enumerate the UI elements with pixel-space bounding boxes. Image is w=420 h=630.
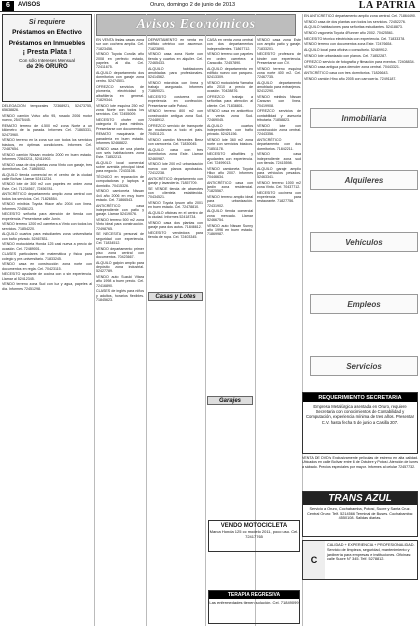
logo-inmobiliaria [310, 108, 418, 128]
banner-line: Si requiere [28, 19, 66, 26]
logo-text: Empleos [347, 299, 381, 309]
classified-ad: VENDO camioneta Toyota Hilux año 2007. Informes 70446634. [207, 166, 253, 180]
classified-ad: ALQUILO oficinas en el centro de la ciudad. Informes 52418734. [148, 210, 203, 220]
classified-ad: VENDO terreno amplio ideal para urbanización. 72431902. [207, 195, 253, 208]
vendo-title: VENDO MOTOCICLETA [220, 523, 288, 529]
classified-ad: NECESITO costurera con experiencia en confección. Presentarse calle Potosí. [148, 95, 203, 108]
logo-text: Servicios [346, 361, 382, 371]
trans-azul-body: Servicio a Oruro, Cochabamba, Potosí, Sucre y Santa Cruz. Central Oruro: Telf. 5214566 Terminal de Buses. Cochabamba: 4550108. Salidas diarias. [307, 507, 413, 521]
classified-ad: CLASES particulares de matemática y física para colegio y pre-universitario. 71833245. [2, 252, 92, 261]
classified-ad: VENDO auto Nissan Sunny año 1996 en buen estado. 71869987. [207, 223, 253, 237]
classified-ad: ALQUILO tienda comercial zona mercado. Llamar 52466754. [207, 209, 253, 222]
classified-ad: VENDO casa independiente zona sud con tienda. 72415598. [257, 152, 301, 165]
classified-column-6 [304, 14, 418, 104]
classified-column-1 [2, 104, 92, 626]
page-number: 6 [2, 1, 14, 11]
classified-ad: ALQUILO departamento dos dormitorios con garaje zona centro. 52474501. [96, 70, 144, 84]
classified-ad: ANTICRÉTICO casa con tres dormitorios. 71826643. [304, 70, 389, 75]
classified-column-2 [96, 38, 144, 626]
terapia-regresiva-ad [208, 590, 300, 624]
classified-ad: CASA en venta zona central con dos departamentos independientes. 71867712. [207, 38, 253, 51]
classified-ad: EN VENTA lindas casas zona sur con cochera amplia. Cel. 71823456. [96, 38, 144, 51]
classified-ad: ALQUILO cuartos independientes con baño privado. 52421156. [207, 123, 253, 137]
section-head-garajes: Garajes [207, 396, 253, 405]
classified-ad: VENDO casa zona Norte con tienda y cuartos en alquiler. Cel. 72465433. [148, 52, 203, 65]
classified-ad: DEPARTAMENTO en venta en edificio céntrico con ascensor. 71823890. [148, 38, 203, 51]
logo-servicios [310, 356, 418, 376]
classified-ad: VENDO camión Mercedes Benz con carrocería. Cel. 71830045. [148, 137, 203, 147]
classified-ad: SE NECESITA personal de seguridad con experiencia. Cel. 71834512. [96, 232, 144, 245]
banner-line: de 2% ORURO [26, 64, 68, 70]
classified-ad: EN ANTICRÉTICO departamento amplio zona central. Cel. 71864490. [304, 14, 416, 18]
classified-ad: VENDO vagoneta Toyota 4Runner año 2002. 70425561. [304, 31, 394, 36]
classified-ad: VENDO terreno 800 m2 con construcción antigua zona Sud. 72448912. [148, 109, 203, 122]
classified-ad: NECESITO señorita para atención de tienda con experiencia. Presentarse calle Junín. [2, 212, 92, 221]
classified-ad: VENDO minibús Nissan Caravan con línea. 70419908. [257, 95, 301, 108]
classified-ad: VENDO Toyota Corolla año 2008 en perfecto estado, papeles al día. Cel. 72411675. [96, 52, 144, 70]
avisos-economicos-heading [96, 14, 296, 36]
classified-ad: VENDO casa zona Este con amplio patio y garaje. 71833201. [257, 38, 301, 51]
classified-ad: VENDO lote de 300 m2 con papeles en orden zona Este. Cel. 71234567, 72456781. [2, 182, 92, 191]
classified-ad: OFREZCO servicio de transporte de mudanzas a todo el país. 70451123. [148, 123, 203, 137]
classified-ad: NECESITO albañiles y ayudantes con experiencia. Cel. 72499013. [207, 152, 253, 165]
classified-ad: ANTICRÉTICO departamento con garaje y lavandería. 71857709. [148, 176, 203, 185]
logo-text: Vehículos [345, 237, 383, 247]
terapia-title: TERAPIA REGRESIVA [209, 591, 299, 599]
venta-dvd-ad: VENTA DE DVD's Exclusivamente películas de estreno en alta calidad. Ubicados en calle Bolívar entre 6 de Octubre y Potosí. Atención de lunes a sábado. Precios especiales por mayor. Informes al celular 72457732. [302, 456, 418, 469]
classified-ad: ALQUILO local para oficina o consultorio. 52469912. [304, 48, 388, 53]
classified-ad: TÉCNICO en reparación de computadoras y laptops a domicilio. 70415326. [96, 175, 144, 188]
classified-ad: VENDO terreno en la zona sur con todos los servicios básicos, en óptimas condiciones. Informes Cel. 72487654. [2, 138, 92, 151]
classified-ad: ALQUILO galpón amplio para depósito zona industrial. 52427789. [96, 260, 144, 274]
classified-ad: VENDO microbús con línea y trabajo asegurado. Informes 71869021. [148, 80, 203, 94]
classified-ad: VENDO departamento primer piso zona central con documentos. 70423667. [96, 246, 144, 260]
vendo-motocicleta-ad [208, 520, 300, 552]
classified-ad: VENDO auto Suzuki Vitara año 1998 a buen precio. Cel. 72416890. [96, 275, 144, 288]
classified-ad: VENDO lote con construcción zona central. 72443356. [257, 123, 301, 137]
classified-ad: VENDO lote 360 m2 zona norte con servicios básicos. 71851178. [207, 137, 253, 151]
classified-ad: ANTICRÉTICO casa con jardín zona residencial. 71825567. [207, 180, 253, 194]
banner-line: Con sólo Intereses Mensual [19, 58, 75, 63]
classified-ad: VENDO terreno 500 m2 zona Vinto ideal para construcción. 72498765. [96, 217, 144, 231]
section-head-casas: Casas y Lotes [148, 292, 203, 301]
terapia-body: Las enfermedades tienen solución. Cel. 71849099 [209, 600, 299, 605]
classified-ad: VENDO motocicleta Honda 125 casi nueva a precio de ocasión. Cel. 72489001. [2, 242, 92, 251]
classified-ad: VENDO terreno con documentos zona Este. 72476654. [304, 42, 393, 47]
classified-ad: OFREZCO trabajo a señoritas para atención al cliente. Cel. 71838801. [207, 95, 253, 108]
dateline: Oruro, domingo 2 de junio de 2013 [150, 2, 236, 8]
classified-ad: OFREZCO servicio de fotografía y filmación para eventos. 72408834. [304, 59, 415, 64]
classified-ad: VENDO camión Nissan modelo 2000 en buen estado. Informes 72843211, 52411902. [2, 152, 92, 161]
classified-ad: VENDO terreno 1200 m2 carretera a Vinto con todos los servicios. 71854220. [2, 222, 92, 231]
classified-ad: SE VENDE tienda de abarrotes con clientela establecida. 70434521. [148, 186, 203, 200]
classified-column-4 [207, 38, 253, 518]
calidad-ad [302, 540, 418, 580]
classified-ad: NECESITO ayudante de cocina con o sin experiencia. Llamar al 52412345. [2, 272, 92, 281]
classified-ad: VENDO terreno con papeles en orden carretera a Caracollo. 72457890. [207, 52, 253, 65]
classified-ad: ALQUILO departamento amoblado para extranjeros. 52412290. [257, 80, 301, 94]
classified-ad: ALQUILO cuartos para estudiantes zona universitaria con baño privado. 52467831. [2, 232, 92, 241]
logo-text: Alquileres [344, 175, 384, 185]
classified-column-3 [148, 38, 203, 626]
classified-ad: ANTICRÉTICO departamento amplio zona central con todos los servicios. Cel. 71826554. [2, 192, 92, 201]
requerimiento-body: Empresa Metalúrgica asentada en Oruro, requiere Secretaria con conocimientos de Contabilidad y Computación, experiencia mínima de tres años. Presentar C.V. hasta fecha 5 de junio a Casilla 207. [306, 404, 414, 425]
column-rule [94, 14, 95, 626]
classified-ad: VENDO terreno esquina zona norte 400 m2. Cel. 72467735. [257, 66, 301, 80]
banner-line: Préstamos en Efectivo [12, 29, 82, 36]
calidad-logo: C [303, 541, 325, 579]
logo-text: Inmobiliaria [341, 113, 387, 123]
requerimiento-title: REQUERIMIENTO SECRETARIA [303, 393, 417, 402]
trans-azul-ad [302, 491, 418, 537]
classified-ad: NECESITO vendedora para tienda de ropa. Cel. 72403345. [148, 230, 203, 240]
classified-ad: ALQUILO tienda comercial en el centro de la ciudad calle Bolívar. Llamar 52411234. [2, 172, 92, 181]
classified-ad: VENDO camión Volvo año 95, rosado 2006 motor nuevo, 25475445. [2, 113, 92, 123]
classified-ad: ALQUILO casa con tres dormitorios zona Este. Llamar 52460987. [148, 147, 203, 161]
classified-ad: VENDO motocicleta Yamaha año 2010 a precio de ocasión. 70428876. [207, 80, 253, 94]
vendo-body: Marca Honda 125 cc modelo 2011, poco uso. Cel. 72417765 [209, 529, 299, 539]
trans-azul-title: TRANS AZUL [303, 492, 417, 505]
classified-ad: NECESITO profesora de kinder con experiencia. Presentarse con CV. [257, 52, 301, 65]
classified-ad: VENDO casa dos plantas con garaje para dos autos. 71846612. [148, 220, 203, 230]
logo-alquileres [310, 170, 418, 190]
section-label: AVISOS [18, 2, 41, 8]
classified-ad: VENDO terreno zona Sud con luz y agua, papeles al día. Informes 72451298. [2, 282, 92, 291]
classified-ad: VENDO Toyota Ipsum año 2001 en buen estado. Cel. 72478810. [148, 200, 203, 210]
classified-ad: VENDO casa de dos plantas con todos los servicios. 72452276. [304, 19, 406, 24]
classified-ad: VENDO lote esquina 250 m2 zona Norte con todos los servicios. Cel. 72455009. [96, 103, 144, 117]
classified-ad: CLASES de inglés para niños y adultos, horarios flexibles. 71845623. [96, 289, 144, 302]
logo-vehiculos [310, 232, 418, 252]
classified-ad: ALQUILO garaje amplio para vehículos pesados. 52463341. [257, 166, 301, 180]
avisos-title: Avisos Económicos [136, 17, 256, 32]
logo-empleos [310, 294, 418, 314]
classified-ad: VENDO casa en anticrético o venta zona Sud. 72469045. [207, 109, 253, 122]
classified-ad: VENDO lote urbanizado con planos. Cel. 71852287. [304, 53, 388, 58]
column-rule [146, 14, 147, 626]
classified-ad: REMATO terreno de 4.500 m2 zona Norte a un kilómetro de la parada. Informes Cel. 71865331, 52473960. [2, 123, 92, 137]
masthead: LA PATRIA [358, 0, 416, 11]
page-header [0, 0, 420, 12]
classified-ad: DELEGACIÓN temporales 72368921, 52473755, 65638826. [2, 104, 92, 113]
calidad-body: CALIDAD + EXPERIENCIA + PROFESIONALIDAD. Servicio de limpieza, seguridad, mantenimiento y jardinería para empresas e instituciones. Oficinas: calle Sucre N° 345. Telf. 5278812. [327, 543, 415, 562]
classified-ad: VENDO camioneta Nissan 4x4 año 2006 en muy buen estado. Cel. 71866543. [96, 189, 144, 202]
classified-ad: VENDO terreno 1000 m2 zona Vinto. Cel. 70437712. [257, 180, 301, 190]
column-rule [205, 14, 206, 626]
classified-ad: NECESITO técnico electricista con experiencia. Cel. 71833378. [304, 36, 406, 41]
classified-ad: REMATO maquinaria de panadería en buen estado. Informes 52468822. [96, 132, 144, 145]
classified-ad: VENDO lote 200 m2 urbanización nueva con planos aprobados. 72412238. [148, 162, 203, 175]
classified-ad: ALQUILO habitaciones amobladas para profesionales. 52414562. [148, 66, 203, 80]
classified-ad: ANTICRÉTICO departamento con dos dormitorios. 71842211. [257, 137, 301, 151]
classified-ad: OFREZCO servicios de plomería, electricidad y albañilería en general. 71829344. [96, 85, 144, 103]
classified-ad: OFREZCO servicios de contabilidad y asesoría tributaria. 71858823. [257, 109, 301, 122]
classified-ad: ANTICRÉTICO casa independiente con patio y garaje. Llamar 52419076. [96, 203, 144, 217]
classified-ad: VENDO casa de una planta con seis habitaciones zona Este. 71852213. [96, 146, 144, 160]
classified-ad: ALQUILO local comercial sobre avenida principal ideal para negocio. 72433108. [96, 160, 144, 174]
banner-line: Préstamos en Inmuebles [8, 39, 86, 47]
classified-ad: VENDO camión Hino año 2005 con carrocería. 72491187. [304, 76, 397, 81]
banner-line: ¡ Presta Plata ! [22, 49, 72, 56]
classified-ad: ALQUILO habitaciones para señoritas estudiantes. 52418873. [304, 25, 403, 30]
classified-ad: VENDO casa antigua para demoler zona central. 70443321. [304, 65, 400, 70]
classified-ad: VENDO casa de dos plantas zona Vinto con garaje, tres dormitorios. Cel. 71865002. [2, 162, 92, 171]
classified-ad: NECESITO cocinera con experiencia para restaurante. 71827756. [257, 190, 301, 204]
requerimiento-secretaria-ad [302, 392, 418, 454]
loan-banner-ad [2, 14, 92, 102]
classified-ad: VENDO casa en construcción zona norte con documentos en regla. Cel. 70423115. [2, 262, 92, 271]
classified-ad: ALQUILO departamento en edificio nuevo con parqueo. 52413309. [207, 66, 253, 80]
classified-ad: VENDO minibús Toyota Hiace año 2004 con línea. Informes 72456123. [2, 202, 92, 211]
classified-ad: NECESITO chofer con categoría B para minibús. Presentarse con documentos. [96, 118, 144, 131]
